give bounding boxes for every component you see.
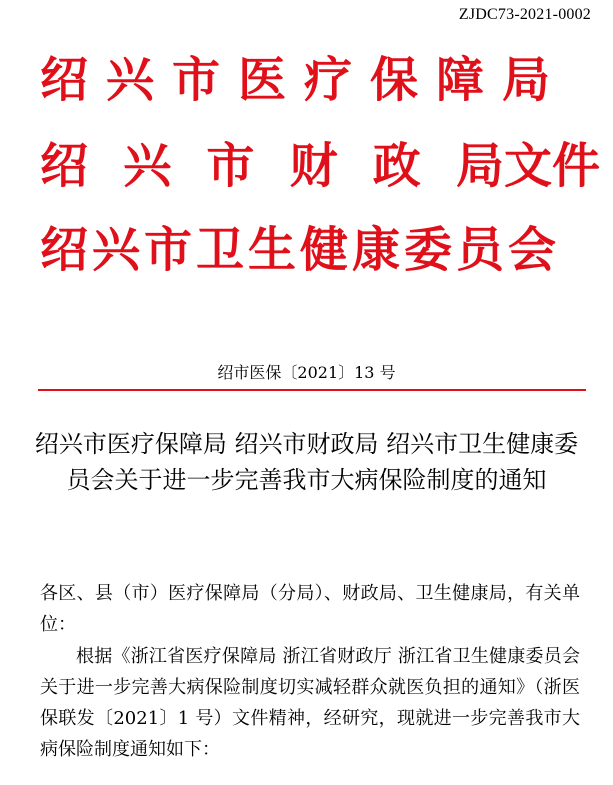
issuer-medical-security-bureau: 绍兴市医疗保障局 (40, 52, 569, 108)
issuer-file-word: 局文件 (455, 138, 600, 194)
issuer-health-commission: 绍兴市卫生健康委员会 (40, 222, 561, 278)
document-code: ZJDC73-2021-0002 (458, 6, 591, 23)
document-number: 绍市医保〔2021〕13 号 (217, 363, 396, 382)
issuer-char: 政 (372, 138, 421, 194)
issuer-finance-bureau-file (40, 138, 600, 194)
issuer-char: 兴 (123, 138, 172, 194)
body-paragraph: 根据《浙江省医疗保障局 浙江省财政厅 浙江省卫生健康委员会关于进一步完善大病保险制度切实减轻群众就医负担的通知》（浙医保联发〔2021〕1 号）文件精神，经研究，现就进一步完善我市大病保险制度通知如下： (40, 646, 580, 760)
document-title: 绍兴市医疗保障局 绍兴市财政局 绍兴市卫生健康委员会关于进一步完善我市大病保险制度的通知 (34, 430, 579, 494)
red-separator-line (38, 389, 586, 391)
addressee-paragraph: 各区、县（市）医疗保障局（分局）、财政局、卫生健康局，有关单位： (40, 583, 580, 635)
issuer-char: 市 (206, 138, 255, 194)
issuer-char: 财 (289, 138, 338, 194)
issuer-char: 绍 (40, 138, 89, 194)
